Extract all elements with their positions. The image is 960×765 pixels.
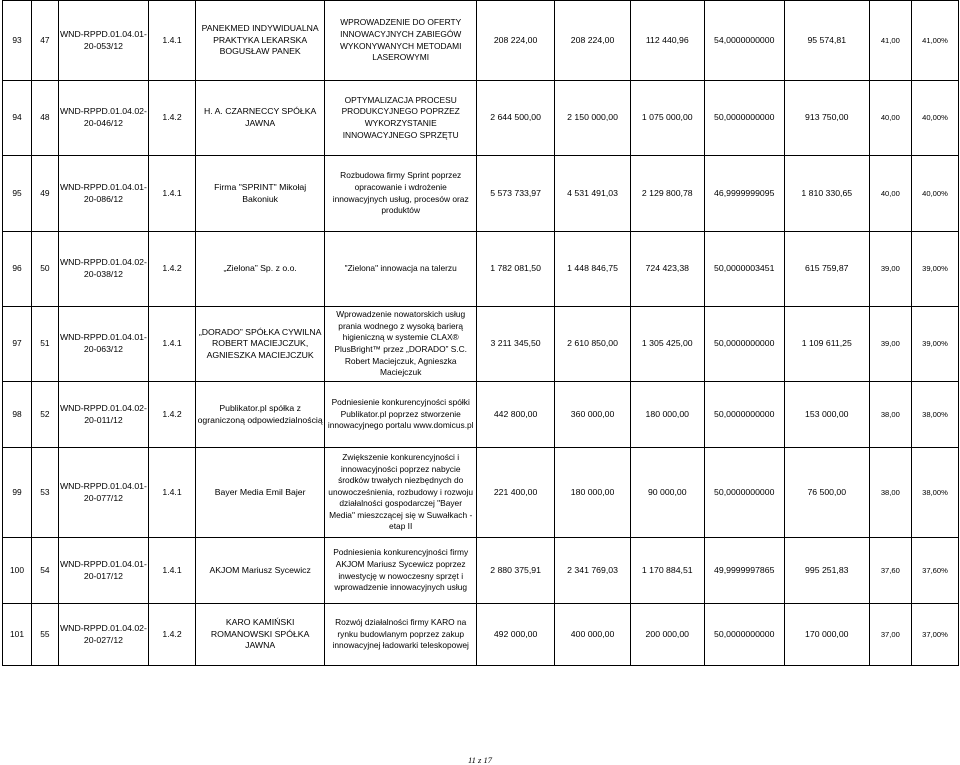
eligible-costs-cell: 400 000,00	[555, 604, 631, 666]
eligible-costs-cell: 2 610 850,00	[555, 307, 631, 382]
points-cell: 38,00	[869, 382, 911, 448]
applicant-name-cell: PANEKMED INDYWIDUALNA PRAKTYKA LEKARSKA BOGUSŁAW PANEK	[195, 1, 324, 81]
application-number-cell: WND-RPPD.01.04.02-20-011/12	[58, 382, 148, 448]
application-number-cell: WND-RPPD.01.04.01-20-086/12	[58, 156, 148, 232]
points-percent-cell: 39,00%	[912, 232, 959, 307]
measure-code-cell: 1.4.1	[149, 156, 196, 232]
total-value-cell: 208 224,00	[477, 1, 555, 81]
list-position-cell: 49	[32, 156, 59, 232]
subsidy-percent-cell: 50,0000000000	[704, 448, 784, 538]
application-number-cell: WND-RPPD.01.04.02-20-046/12	[58, 81, 148, 156]
cumulative-subsidy-cell: 95 574,81	[784, 1, 869, 81]
project-title-cell: Wprowadzenie nowatorskich usług prania wodnego z wysoką barierą higieniczną w systemie CLAX® PlusBright™ przez „DORADO” S.C. Robert Maciejczuk, Agnieszka Maciejczuk	[325, 307, 477, 382]
subsidy-amount-cell: 1 170 884,51	[630, 538, 704, 604]
cumulative-subsidy-cell: 615 759,87	[784, 232, 869, 307]
cumulative-subsidy-cell: 1 810 330,65	[784, 156, 869, 232]
row-number-cell: 98	[3, 382, 32, 448]
points-percent-cell: 39,00%	[912, 307, 959, 382]
application-number-cell: WND-RPPD.01.04.01-20-017/12	[58, 538, 148, 604]
list-position-cell: 50	[32, 232, 59, 307]
applicant-name-cell: Firma "SPRINT" Mikołaj Bakoniuk	[195, 156, 324, 232]
table-row	[3, 448, 959, 538]
table-body	[3, 1, 959, 666]
row-number-cell: 100	[3, 538, 32, 604]
measure-code-cell: 1.4.1	[149, 1, 196, 81]
points-percent-cell: 38,00%	[912, 382, 959, 448]
project-title-cell: "Zielona" innowacja na talerzu	[325, 232, 477, 307]
cumulative-subsidy-cell: 153 000,00	[784, 382, 869, 448]
eligible-costs-cell: 180 000,00	[555, 448, 631, 538]
subsidy-percent-cell: 50,0000000000	[704, 307, 784, 382]
row-number-cell: 97	[3, 307, 32, 382]
list-position-cell: 53	[32, 448, 59, 538]
page-number: 11 z 17	[468, 755, 492, 765]
applicant-name-cell: KARO KAMIŃSKI ROMANOWSKI SPÓŁKA JAWNA	[195, 604, 324, 666]
subsidy-amount-cell: 724 423,38	[630, 232, 704, 307]
row-number-cell: 96	[3, 232, 32, 307]
points-cell: 39,00	[869, 307, 911, 382]
points-percent-cell: 40,00%	[912, 156, 959, 232]
subsidy-percent-cell: 50,0000000000	[704, 382, 784, 448]
total-value-cell: 221 400,00	[477, 448, 555, 538]
cumulative-subsidy-cell: 995 251,83	[784, 538, 869, 604]
points-cell: 41,00	[869, 1, 911, 81]
row-number-cell: 93	[3, 1, 32, 81]
measure-code-cell: 1.4.2	[149, 81, 196, 156]
points-cell: 39,00	[869, 232, 911, 307]
subsidy-amount-cell: 1 305 425,00	[630, 307, 704, 382]
table-row	[3, 156, 959, 232]
eligible-costs-cell: 2 341 769,03	[555, 538, 631, 604]
points-percent-cell: 40,00%	[912, 81, 959, 156]
points-cell: 37,60	[869, 538, 911, 604]
list-position-cell: 47	[32, 1, 59, 81]
subsidy-percent-cell: 50,0000000000	[704, 81, 784, 156]
applicant-name-cell: „Zielona” Sp. z o.o.	[195, 232, 324, 307]
project-title-cell: Podniesienia konkurencyjności firmy AKJOM Mariusz Sycewicz poprzez inwestycję w nowoczesny sprzęt i wprowadzenie innowacyjnych usług	[325, 538, 477, 604]
project-title-cell: Rozbudowa firmy Sprint poprzez opracowanie i wdrożenie innowacyjnych usług, procesów oraz produktów	[325, 156, 477, 232]
total-value-cell: 2 880 375,91	[477, 538, 555, 604]
row-number-cell: 101	[3, 604, 32, 666]
subsidy-amount-cell: 2 129 800,78	[630, 156, 704, 232]
list-position-cell: 52	[32, 382, 59, 448]
table-row	[3, 538, 959, 604]
points-percent-cell: 37,60%	[912, 538, 959, 604]
subsidy-amount-cell: 1 075 000,00	[630, 81, 704, 156]
application-number-cell: WND-RPPD.01.04.01-20-053/12	[58, 1, 148, 81]
eligible-costs-cell: 2 150 000,00	[555, 81, 631, 156]
cumulative-subsidy-cell: 170 000,00	[784, 604, 869, 666]
application-number-cell: WND-RPPD.01.04.01-20-063/12	[58, 307, 148, 382]
applicant-name-cell: AKJOM Mariusz Sycewicz	[195, 538, 324, 604]
points-cell: 40,00	[869, 81, 911, 156]
list-position-cell: 55	[32, 604, 59, 666]
project-title-cell: Rozwój działalności firmy KARO na rynku budowlanym poprzez zakup innowacyjnej ładowarki teleskopowej	[325, 604, 477, 666]
application-number-cell: WND-RPPD.01.04.02-20-027/12	[58, 604, 148, 666]
applicant-name-cell: „DORADO” SPÓŁKA CYWILNA ROBERT MACIEJCZUK, AGNIESZKA MACIEJCZUK	[195, 307, 324, 382]
table-row	[3, 81, 959, 156]
subsidy-percent-cell: 50,0000003451	[704, 232, 784, 307]
points-percent-cell: 37,00%	[912, 604, 959, 666]
application-number-cell: WND-RPPD.01.04.02-20-038/12	[58, 232, 148, 307]
cumulative-subsidy-cell: 76 500,00	[784, 448, 869, 538]
measure-code-cell: 1.4.1	[149, 538, 196, 604]
total-value-cell: 5 573 733,97	[477, 156, 555, 232]
ranking-table	[2, 0, 959, 666]
list-position-cell: 48	[32, 81, 59, 156]
points-percent-cell: 38,00%	[912, 448, 959, 538]
cumulative-subsidy-cell: 913 750,00	[784, 81, 869, 156]
applicant-name-cell: Publikator.pl spółka z ograniczoną odpowiedzialnością	[195, 382, 324, 448]
row-number-cell: 99	[3, 448, 32, 538]
points-cell: 38,00	[869, 448, 911, 538]
total-value-cell: 2 644 500,00	[477, 81, 555, 156]
measure-code-cell: 1.4.1	[149, 448, 196, 538]
project-title-cell: Podniesienie konkurencyjności spółki Publikator.pl poprzez stworzenie innowacyjnego portalu www.domicus.pl	[325, 382, 477, 448]
points-percent-cell: 41,00%	[912, 1, 959, 81]
eligible-costs-cell: 1 448 846,75	[555, 232, 631, 307]
subsidy-amount-cell: 200 000,00	[630, 604, 704, 666]
list-position-cell: 51	[32, 307, 59, 382]
total-value-cell: 492 000,00	[477, 604, 555, 666]
project-title-cell: OPTYMALIZACJA PROCESU PRODUKCYJNEGO POPRZEZ WYKORZYSTANIE INNOWACYJNEGO SPRZĘTU	[325, 81, 477, 156]
table-row	[3, 382, 959, 448]
list-position-cell: 54	[32, 538, 59, 604]
subsidy-percent-cell: 54,0000000000	[704, 1, 784, 81]
eligible-costs-cell: 208 224,00	[555, 1, 631, 81]
subsidy-amount-cell: 180 000,00	[630, 382, 704, 448]
subsidy-percent-cell: 46,9999999095	[704, 156, 784, 232]
application-number-cell: WND-RPPD.01.04.01-20-077/12	[58, 448, 148, 538]
table-row	[3, 1, 959, 81]
row-number-cell: 95	[3, 156, 32, 232]
measure-code-cell: 1.4.1	[149, 307, 196, 382]
measure-code-cell: 1.4.2	[149, 604, 196, 666]
table-row	[3, 232, 959, 307]
table-row	[3, 307, 959, 382]
row-number-cell: 94	[3, 81, 32, 156]
project-title-cell: Zwiększenie konkurencyjności i innowacyjności poprzez nabycie środków trwałych niezbędnych do unowocześnienia, rozbudowy i rozwoju działalności gospodarczej "Bayer Media" mieszczącej się w Suwałkach - etap II	[325, 448, 477, 538]
table-row	[3, 604, 959, 666]
subsidy-amount-cell: 90 000,00	[630, 448, 704, 538]
total-value-cell: 442 800,00	[477, 382, 555, 448]
cumulative-subsidy-cell: 1 109 611,25	[784, 307, 869, 382]
eligible-costs-cell: 4 531 491,03	[555, 156, 631, 232]
measure-code-cell: 1.4.2	[149, 382, 196, 448]
points-cell: 40,00	[869, 156, 911, 232]
subsidy-percent-cell: 50,0000000000	[704, 604, 784, 666]
eligible-costs-cell: 360 000,00	[555, 382, 631, 448]
measure-code-cell: 1.4.2	[149, 232, 196, 307]
subsidy-percent-cell: 49,9999997865	[704, 538, 784, 604]
project-title-cell: WPROWADZENIE DO OFERTY INNOWACYJNYCH ZABIEGÓW WYKONYWANYCH METODAMI LASEROWYMI	[325, 1, 477, 81]
total-value-cell: 3 211 345,50	[477, 307, 555, 382]
applicant-name-cell: Bayer Media Emil Bajer	[195, 448, 324, 538]
subsidy-amount-cell: 112 440,96	[630, 1, 704, 81]
points-cell: 37,00	[869, 604, 911, 666]
applicant-name-cell: H. A. CZARNECCY SPÓŁKA JAWNA	[195, 81, 324, 156]
total-value-cell: 1 782 081,50	[477, 232, 555, 307]
